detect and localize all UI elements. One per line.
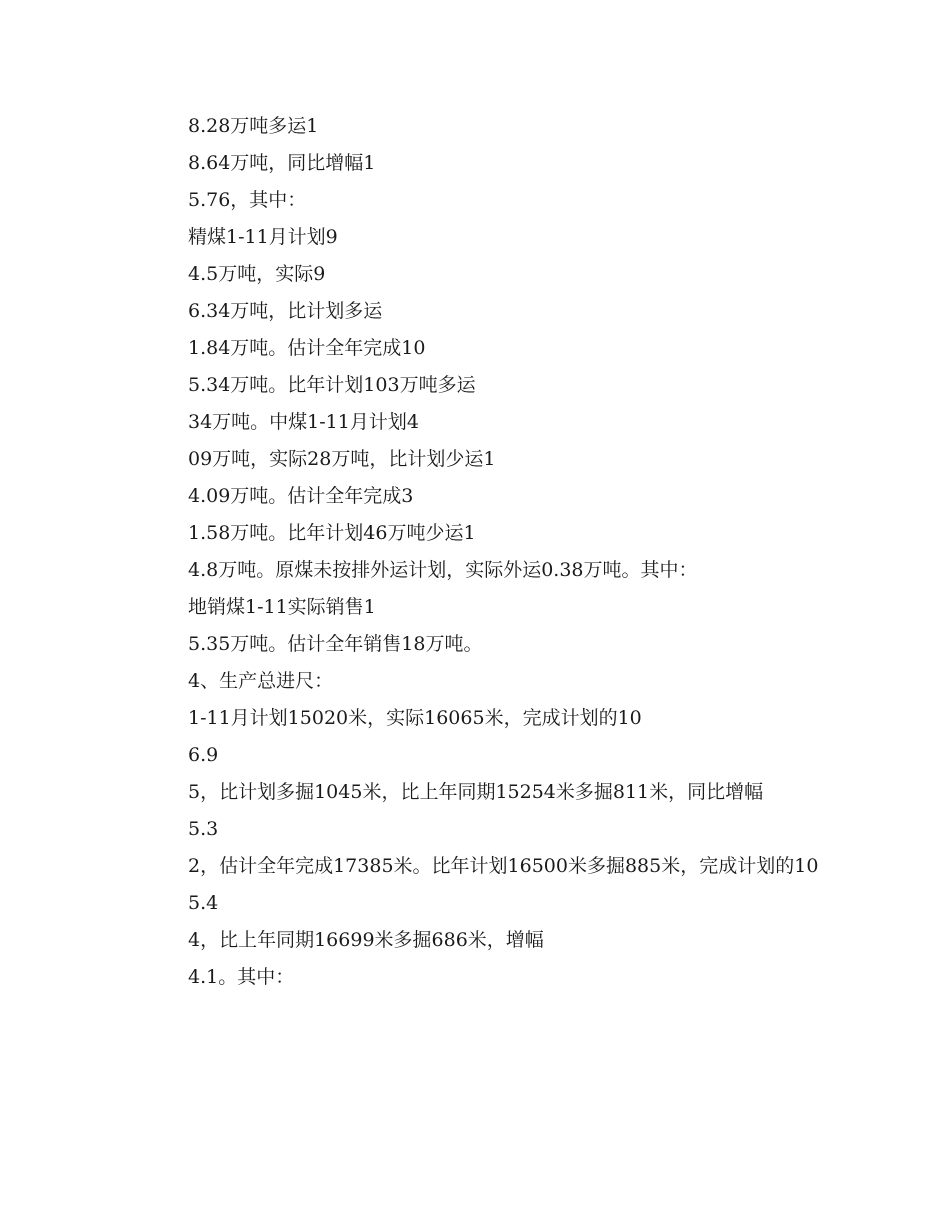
paragraph: 4.09万吨。估计全年完成3	[188, 485, 414, 507]
paragraph: 09万吨，实际28万吨，比计划少运1	[188, 448, 496, 470]
paragraph: 6.9	[188, 744, 219, 766]
paragraph: 34万吨。中煤1-11月计划4	[188, 411, 419, 433]
paragraph: 精煤1-11月计划9	[188, 226, 338, 248]
section-heading: 4、生产总进尺：	[188, 670, 334, 692]
document-body	[142, 108, 822, 996]
paragraph: 4.8万吨。原煤未按排外运计划，实际外运0.38万吨。其中：	[188, 559, 698, 581]
paragraph: 4.1。其中：	[188, 966, 295, 988]
paragraph: 8.28万吨多运1	[188, 115, 319, 137]
paragraph: 5.76，其中：	[188, 189, 307, 211]
paragraph: 5.34万吨。比年计划103万吨多运	[188, 374, 476, 396]
paragraph: 6.34万吨，比计划多运	[188, 300, 383, 322]
paragraph: 5.35万吨。估计全年销售18万吨。	[188, 633, 483, 655]
paragraph: 5，比计划多掘1045米，比上年同期15254米多掘811米，同比增幅	[188, 781, 764, 803]
paragraph: 地销煤1-11实际销售1	[188, 596, 376, 618]
paragraph: 1-11月计划15020米，实际16065米，完成计划的10	[188, 707, 642, 729]
paragraph: 1.84万吨。估计全年完成10	[188, 337, 426, 359]
paragraph: 1.58万吨。比年计划46万吨少运1	[188, 522, 476, 544]
paragraph: 4，比上年同期16699米多掘686米，增幅	[188, 929, 544, 951]
paragraph: 5.4	[188, 892, 219, 914]
paragraph: 2，估计全年完成17385米。比年计划16500米多掘885米，完成计划的10	[188, 855, 819, 877]
paragraph: 8.64万吨，同比增幅1	[188, 152, 376, 174]
paragraph: 4.5万吨，实际9	[188, 263, 326, 285]
paragraph: 5.3	[188, 818, 219, 840]
